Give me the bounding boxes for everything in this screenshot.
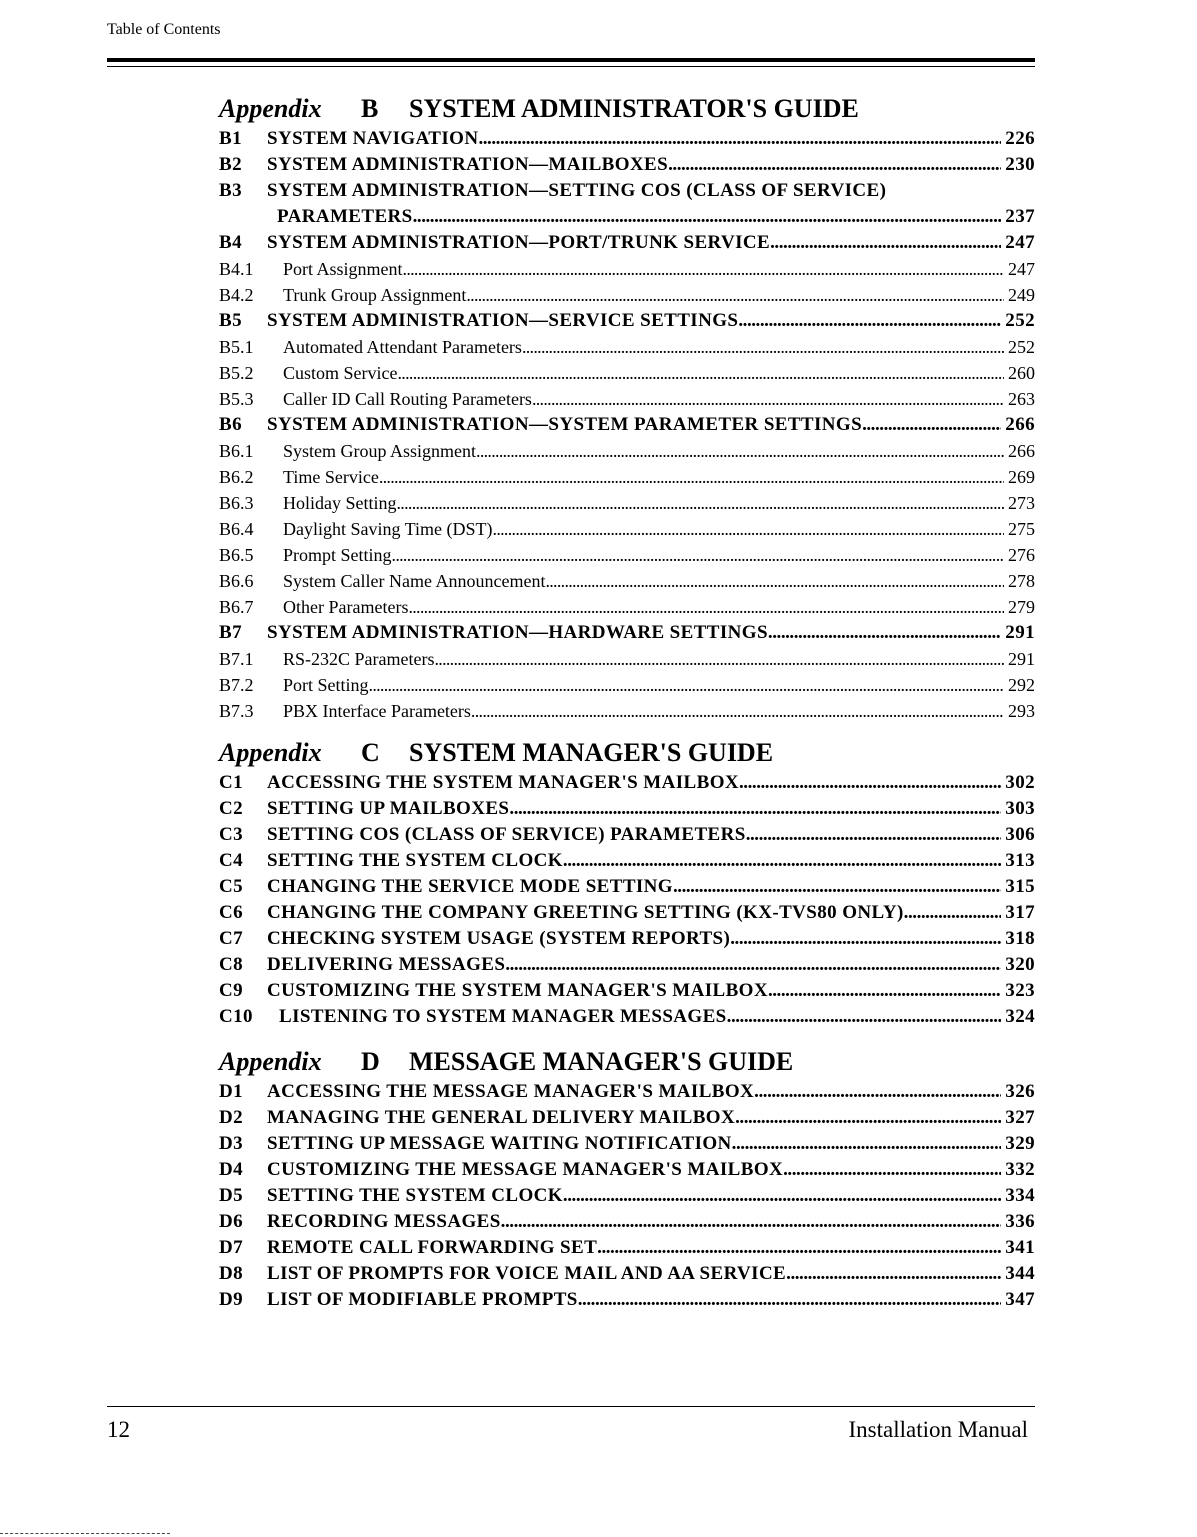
entry-title: CHANGING THE SERVICE MODE SETTING xyxy=(267,876,673,897)
dot-leader xyxy=(545,568,1004,594)
entry-number: D1 xyxy=(219,1081,244,1102)
entry-number: B3 xyxy=(219,180,242,201)
entry-number: D7 xyxy=(219,1237,244,1258)
entry-number: C4 xyxy=(219,850,244,871)
entry-page-number: 273 xyxy=(1008,493,1035,513)
dot-leader xyxy=(770,230,1001,256)
entry-page-number: 247 xyxy=(1005,232,1035,253)
appendix-label: Appendix xyxy=(219,94,322,123)
entry-page-number: 344 xyxy=(1005,1263,1035,1284)
entry-number: B6.6 xyxy=(219,571,254,591)
entry-title: Trunk Group Assignment xyxy=(283,285,467,305)
toc-entry[interactable] xyxy=(219,360,1035,386)
entry-page-number: 291 xyxy=(1008,649,1035,669)
entry-number: D8 xyxy=(219,1263,244,1284)
entry-page-number: 347 xyxy=(1005,1289,1035,1310)
toc-entry[interactable] xyxy=(219,646,1035,672)
entry-page-number: 226 xyxy=(1005,128,1035,149)
dot-leader xyxy=(522,334,1004,360)
entry-page-number: 252 xyxy=(1008,337,1035,357)
entry-page-number: 334 xyxy=(1005,1185,1035,1206)
entry-number: B4 xyxy=(219,232,242,253)
dot-leader xyxy=(471,698,1004,724)
toc-entry[interactable] xyxy=(219,1157,1035,1183)
entry-number: B5.2 xyxy=(219,363,254,383)
appendix-label: Appendix xyxy=(219,738,322,767)
toc-entry[interactable] xyxy=(219,204,1035,230)
entry-title: Daylight Saving Time (DST) xyxy=(283,519,493,539)
dot-leader xyxy=(746,822,1002,848)
entry-page-number: 317 xyxy=(1005,902,1035,923)
toc-entry[interactable] xyxy=(219,152,1035,178)
entry-number: B6.5 xyxy=(219,545,254,565)
entry-number: D6 xyxy=(219,1211,244,1232)
dot-leader xyxy=(732,1131,1002,1157)
dot-leader xyxy=(397,490,1005,516)
dot-leader xyxy=(493,516,1004,542)
entry-title: Custom Service xyxy=(283,363,398,383)
dot-leader xyxy=(862,412,1001,438)
entry-title: SETTING THE SYSTEM CLOCK xyxy=(267,1185,563,1206)
toc-entry[interactable] xyxy=(219,1235,1035,1261)
entry-title: RECORDING MESSAGES xyxy=(267,1211,501,1232)
dot-leader xyxy=(739,770,1001,796)
entry-page-number: 293 xyxy=(1008,701,1035,721)
footer-rule xyxy=(107,1406,1035,1407)
entry-title: SETTING UP MAILBOXES xyxy=(267,798,510,819)
page-number: 12 xyxy=(107,1417,130,1442)
toc-entry[interactable] xyxy=(219,490,1035,516)
entry-page-number: 263 xyxy=(1008,389,1035,409)
entry-title: PARAMETERS xyxy=(277,206,413,227)
entry-page-number: 266 xyxy=(1008,441,1035,461)
entry-number: B5 xyxy=(219,310,242,331)
toc-entry[interactable] xyxy=(219,952,1035,978)
toc-entry[interactable] xyxy=(219,334,1035,360)
entry-title: System Group Assignment xyxy=(283,441,477,461)
entry-title: MANAGING THE GENERAL DELIVERY MAILBOX xyxy=(267,1107,736,1128)
entry-title: SYSTEM ADMINISTRATION—PORT/TRUNK SERVICE xyxy=(267,232,771,253)
dot-leader xyxy=(754,1079,1001,1105)
entry-title: LIST OF MODIFIABLE PROMPTS xyxy=(267,1289,578,1310)
dot-leader xyxy=(597,1235,1001,1261)
running-head: Table of Contents xyxy=(107,21,221,38)
entry-page-number: 306 xyxy=(1005,824,1035,845)
appendix-title: SYSTEM MANAGER'S GUIDE xyxy=(409,738,774,767)
entry-number: B7.1 xyxy=(219,649,254,669)
toc-entry[interactable] xyxy=(219,230,1035,256)
entry-page-number: 276 xyxy=(1008,545,1035,565)
dot-leader xyxy=(730,926,1001,952)
dot-leader xyxy=(403,256,1004,282)
toc-entry[interactable] xyxy=(219,542,1035,568)
toc-entry[interactable] xyxy=(219,1261,1035,1287)
dot-leader xyxy=(392,542,1004,568)
dot-leader xyxy=(466,282,1004,308)
entry-number: B6 xyxy=(219,414,242,435)
entry-title: SETTING THE SYSTEM CLOCK xyxy=(267,850,563,871)
entry-title: Time Service xyxy=(283,467,379,487)
entry-title: DELIVERING MESSAGES xyxy=(267,954,506,975)
dot-leader xyxy=(563,848,1001,874)
appendix-c-section xyxy=(219,736,1035,1030)
toc-entry[interactable] xyxy=(219,672,1035,698)
entry-title: ACCESSING THE MESSAGE MANAGER'S MAILBOX xyxy=(267,1081,755,1102)
toc-entry[interactable] xyxy=(219,770,1035,796)
entry-number: B7 xyxy=(219,622,242,643)
entry-page-number: 291 xyxy=(1005,622,1035,643)
toc-entry[interactable] xyxy=(219,900,1035,926)
entry-page-number: 230 xyxy=(1005,154,1035,175)
entry-page-number: 247 xyxy=(1008,259,1035,279)
dot-leader xyxy=(786,1261,1001,1287)
entry-title: PBX Interface Parameters xyxy=(283,701,471,721)
dot-leader xyxy=(673,874,1001,900)
toc-entry[interactable] xyxy=(219,874,1035,900)
entry-number: B6.1 xyxy=(219,441,254,461)
toc-entry[interactable] xyxy=(219,412,1035,438)
entry-number: C3 xyxy=(219,824,244,845)
dot-leader xyxy=(727,1004,1002,1030)
entry-page-number: 269 xyxy=(1008,467,1035,487)
dot-leader xyxy=(379,464,1004,490)
toc-entry[interactable] xyxy=(219,126,1035,152)
entry-number: D2 xyxy=(219,1107,244,1128)
entry-number: B4.2 xyxy=(219,285,254,305)
appendix-b-section xyxy=(219,92,1035,724)
toc-entry[interactable] xyxy=(219,796,1035,822)
entry-number: C9 xyxy=(219,980,244,1001)
entry-title: SYSTEM ADMINISTRATION—SYSTEM PARAMETER SETTINGS xyxy=(267,414,863,435)
appendix-letter: D xyxy=(361,1047,380,1076)
entry-title: SYSTEM NAVIGATION xyxy=(267,128,479,149)
dot-leader xyxy=(532,386,1004,412)
entry-page-number: 313 xyxy=(1005,850,1035,871)
dot-leader xyxy=(476,438,1004,464)
entry-number: D3 xyxy=(219,1133,244,1154)
toc-entry[interactable] xyxy=(219,568,1035,594)
dot-leader xyxy=(369,672,1004,698)
dot-leader xyxy=(735,1105,1001,1131)
entry-number: C6 xyxy=(219,902,244,923)
appendix-heading xyxy=(219,1045,1035,1079)
entry-number: B1 xyxy=(219,128,242,149)
entry-page-number: 275 xyxy=(1008,519,1035,539)
toc-entry[interactable] xyxy=(219,256,1035,282)
entry-page-number: 324 xyxy=(1005,1006,1035,1027)
entry-page-number: 302 xyxy=(1005,772,1035,793)
entry-page-number: 329 xyxy=(1005,1133,1035,1154)
entry-title: SYSTEM ADMINISTRATION—SERVICE SETTINGS xyxy=(267,310,739,331)
toc-entry[interactable] xyxy=(219,698,1035,724)
entry-number: B6.7 xyxy=(219,597,254,617)
dot-leader xyxy=(413,204,1002,230)
toc-entry[interactable] xyxy=(219,386,1035,412)
appendix-letter: B xyxy=(361,94,379,123)
entry-number: B4.1 xyxy=(219,259,254,279)
toc-entry[interactable] xyxy=(219,822,1035,848)
dot-leader xyxy=(509,796,1001,822)
entry-page-number: 237 xyxy=(1005,206,1035,227)
entry-title: SYSTEM ADMINISTRATION—MAILBOXES xyxy=(267,154,669,175)
entry-title: Automated Attendant Parameters xyxy=(283,337,522,357)
entry-number: B5.3 xyxy=(219,389,254,409)
entry-title: CUSTOMIZING THE MESSAGE MANAGER'S MAILBOX xyxy=(267,1159,784,1180)
entry-number: C5 xyxy=(219,876,244,897)
dot-leader xyxy=(434,646,1004,672)
entry-number: B2 xyxy=(219,154,242,175)
appendix-heading xyxy=(219,736,1035,770)
toc-entry[interactable] xyxy=(219,282,1035,308)
entry-number: D4 xyxy=(219,1159,244,1180)
toc-entry[interactable] xyxy=(219,1105,1035,1131)
entry-page-number: 327 xyxy=(1005,1107,1035,1128)
entry-number: C10 xyxy=(219,1006,253,1027)
dot-leader xyxy=(505,952,1001,978)
entry-number: C7 xyxy=(219,928,244,949)
toc-entry[interactable] xyxy=(219,178,1035,204)
toc-entry[interactable] xyxy=(219,620,1035,646)
entry-title: CUSTOMIZING THE SYSTEM MANAGER'S MAILBOX xyxy=(267,980,768,1001)
manual-title: Installation Manual xyxy=(848,1417,1028,1442)
appendix-title: MESSAGE MANAGER'S GUIDE xyxy=(409,1047,794,1076)
entry-title: SYSTEM ADMINISTRATION—SETTING COS (CLASS OF SERVICE) xyxy=(267,180,887,201)
entry-title: LIST OF PROMPTS FOR VOICE MAIL AND AA SERVICE xyxy=(267,1263,787,1284)
toc-entry[interactable] xyxy=(219,464,1035,490)
entry-number: B5.1 xyxy=(219,337,254,357)
entry-number: D9 xyxy=(219,1289,244,1310)
entry-page-number: 292 xyxy=(1008,675,1035,695)
dot-leader xyxy=(768,620,1001,646)
toc-entry[interactable] xyxy=(219,308,1035,334)
entry-page-number: 260 xyxy=(1008,363,1035,383)
entry-title: SETTING UP MESSAGE WAITING NOTIFICATION xyxy=(267,1133,732,1154)
entry-page-number: 278 xyxy=(1008,571,1035,591)
appendix-label: Appendix xyxy=(219,1047,322,1076)
entry-page-number: 303 xyxy=(1005,798,1035,819)
entry-title: SYSTEM ADMINISTRATION—HARDWARE SETTINGS xyxy=(267,622,768,643)
entry-number: C8 xyxy=(219,954,244,975)
entry-number: B7.3 xyxy=(219,701,254,721)
dot-leader xyxy=(668,152,1001,178)
entry-title: ACCESSING THE SYSTEM MANAGER'S MAILBOX xyxy=(267,772,739,793)
header-rule-thin xyxy=(107,66,1035,67)
header-rule-thick xyxy=(107,58,1035,62)
toc-entry[interactable] xyxy=(219,1131,1035,1157)
toc-entry[interactable] xyxy=(219,1004,1035,1030)
entry-title: SETTING COS (CLASS OF SERVICE) PARAMETERS xyxy=(267,824,746,845)
scan-artifact xyxy=(0,1533,170,1535)
appendix-title: SYSTEM ADMINISTRATOR'S GUIDE xyxy=(409,94,859,123)
toc-entry[interactable] xyxy=(219,926,1035,952)
entry-title: Port Assignment xyxy=(283,259,403,279)
entry-page-number: 332 xyxy=(1005,1159,1035,1180)
entry-page-number: 266 xyxy=(1005,414,1035,435)
entry-title: Holiday Setting xyxy=(283,493,397,513)
dot-leader xyxy=(768,978,1001,1004)
dot-leader xyxy=(563,1183,1001,1209)
entry-title: Port Setting xyxy=(283,675,369,695)
entry-page-number: 279 xyxy=(1008,597,1035,617)
toc-entry[interactable] xyxy=(219,438,1035,464)
toc-entry[interactable] xyxy=(219,1183,1035,1209)
entry-page-number: 323 xyxy=(1005,980,1035,1001)
entry-title: RS-232C Parameters xyxy=(283,649,435,669)
dot-leader xyxy=(501,1209,1002,1235)
entry-number: B6.4 xyxy=(219,519,254,539)
entry-number: B6.3 xyxy=(219,493,254,513)
toc-entry[interactable] xyxy=(219,516,1035,542)
entry-page-number: 341 xyxy=(1005,1237,1035,1258)
toc-entry[interactable] xyxy=(219,1287,1035,1313)
dot-leader xyxy=(478,126,1001,152)
dot-leader xyxy=(398,360,1005,386)
dot-leader xyxy=(783,1157,1001,1183)
entry-title: Prompt Setting xyxy=(283,545,392,565)
toc-entry[interactable] xyxy=(219,1209,1035,1235)
dot-leader xyxy=(904,900,1002,926)
toc-entry[interactable] xyxy=(219,978,1035,1004)
appendix-letter: C xyxy=(361,738,380,767)
dot-leader xyxy=(738,308,1001,334)
entry-page-number: 249 xyxy=(1008,285,1035,305)
entry-page-number: 318 xyxy=(1005,928,1035,949)
appendix-heading xyxy=(219,92,1035,126)
entry-title: REMOTE CALL FORWARDING SET xyxy=(267,1237,598,1258)
entry-title: CHECKING SYSTEM USAGE (SYSTEM REPORTS) xyxy=(267,928,731,949)
toc-entry[interactable] xyxy=(219,594,1035,620)
toc-entry[interactable] xyxy=(219,848,1035,874)
entry-page-number: 336 xyxy=(1005,1211,1035,1232)
entry-title: Caller ID Call Routing Parameters xyxy=(283,389,532,409)
entry-page-number: 252 xyxy=(1005,310,1035,331)
entry-number: D5 xyxy=(219,1185,244,1206)
entry-number: B6.2 xyxy=(219,467,254,487)
entry-page-number: 326 xyxy=(1005,1081,1035,1102)
entry-page-number: 320 xyxy=(1005,954,1035,975)
entry-title: LISTENING TO SYSTEM MANAGER MESSAGES xyxy=(279,1006,727,1027)
appendix-d-section xyxy=(219,1045,1035,1313)
entry-title: CHANGING THE COMPANY GREETING SETTING (KX-TVS80 ONLY) xyxy=(267,902,904,923)
dot-leader xyxy=(578,1287,1002,1313)
entry-number: C2 xyxy=(219,798,244,819)
entry-title: System Caller Name Announcement xyxy=(283,571,546,591)
dot-leader xyxy=(408,594,1004,620)
entry-page-number: 315 xyxy=(1005,876,1035,897)
entry-title: Other Parameters xyxy=(283,597,409,617)
entry-number: C1 xyxy=(219,772,244,793)
toc-entry[interactable] xyxy=(219,1079,1035,1105)
entry-number: B7.2 xyxy=(219,675,254,695)
